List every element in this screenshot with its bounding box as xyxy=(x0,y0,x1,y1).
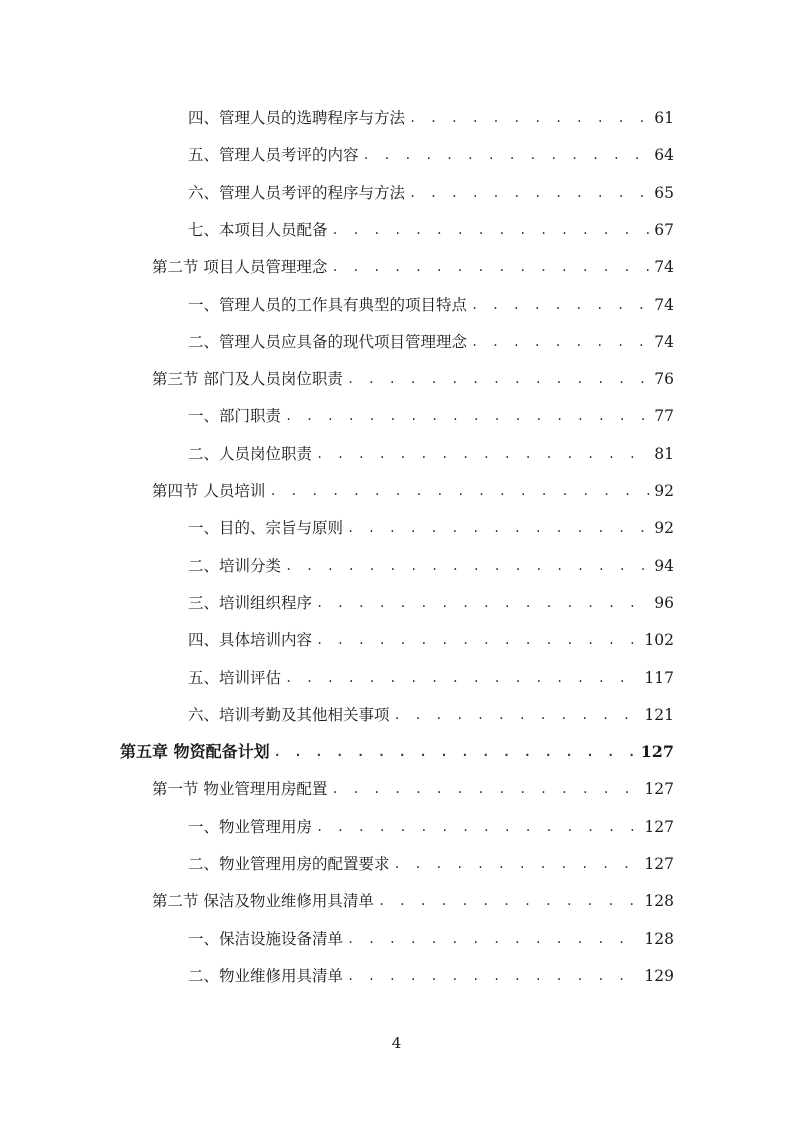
toc-leader-dots xyxy=(347,518,650,538)
toc-leader-dots xyxy=(347,929,640,949)
toc-entry-label: 二、培训分类 xyxy=(188,556,282,575)
toc-entry-label: 四、管理人员的选聘程序与方法 xyxy=(188,109,406,127)
toc-entry[interactable] xyxy=(188,289,674,315)
toc-entry-label: 七、本项目人员配备 xyxy=(188,220,328,239)
toc-entry-label: 二、物业管理用房的配置要求 xyxy=(188,855,390,873)
toc-leader-dots xyxy=(285,556,650,576)
toc-entry[interactable] xyxy=(188,811,674,837)
toc-entry-page: 127 xyxy=(644,780,674,799)
toc-entry-page: 74 xyxy=(654,258,674,277)
toc-entry-label: 六、培训考勤及其他相关事项 xyxy=(188,705,390,724)
toc-entry-label: 一、保洁设施设备清单 xyxy=(188,929,344,948)
toc-leader-dots xyxy=(409,108,650,128)
toc-leader-dots xyxy=(409,183,650,203)
toc-entry-label: 第二节 保洁及物业维修用具清单 xyxy=(152,892,374,911)
toc-entry-page: 61 xyxy=(654,109,674,127)
toc-entry-page: 127 xyxy=(644,817,674,836)
toc-entry-page: 128 xyxy=(644,929,674,948)
toc-entry-page: 102 xyxy=(644,631,674,650)
toc-entry[interactable] xyxy=(188,326,674,352)
toc-entry-label: 五、培训评估 xyxy=(188,668,282,687)
toc-entry-page: 74 xyxy=(654,295,674,314)
toc-entry-page: 81 xyxy=(654,444,674,463)
toc-leader-dots xyxy=(332,220,651,240)
toc-entry[interactable] xyxy=(188,624,674,650)
toc-entry[interactable] xyxy=(188,587,674,613)
toc-entry[interactable] xyxy=(188,400,674,426)
toc-leader-dots xyxy=(285,406,650,426)
toc-entry[interactable] xyxy=(152,363,674,389)
toc-entry[interactable] xyxy=(188,214,674,240)
toc-entry-page: 65 xyxy=(654,183,674,202)
toc-entry-page: 67 xyxy=(654,220,674,239)
toc-entry[interactable] xyxy=(152,773,674,799)
toc-entry-label: 第三节 部门及人员岗位职责 xyxy=(152,370,343,389)
toc-leader-dots xyxy=(316,593,650,613)
toc-leader-dots xyxy=(347,966,640,986)
toc-leader-dots xyxy=(471,332,650,352)
toc-entry-page: 76 xyxy=(654,370,674,389)
toc-entry-label: 一、目的、宗旨与原则 xyxy=(188,519,344,538)
toc-entry-page: 121 xyxy=(644,705,674,724)
toc-entry[interactable] xyxy=(188,662,674,688)
toc-leader-dots xyxy=(274,742,637,762)
toc-entry-page: 64 xyxy=(654,146,674,165)
toc-leader-dots xyxy=(471,295,650,315)
toc-entry-label: 二、人员岗位职责 xyxy=(188,444,313,463)
toc-entry-label: 第五章 物资配备计划 xyxy=(120,742,270,762)
toc-entry[interactable] xyxy=(152,475,674,501)
toc-entry-page: 92 xyxy=(654,519,674,538)
toc-entry[interactable] xyxy=(188,177,674,203)
page-number: 4 xyxy=(391,1034,402,1052)
toc-entry-label: 四、具体培训内容 xyxy=(188,631,313,650)
toc-leader-dots xyxy=(394,705,641,725)
toc-entry[interactable] xyxy=(188,102,674,128)
toc-entry-page: 74 xyxy=(654,332,674,351)
toc-entry-label: 一、部门职责 xyxy=(188,407,282,426)
toc-entry-label: 一、物业管理用房 xyxy=(188,817,313,836)
toc-leader-dots xyxy=(331,257,650,277)
toc-entry-page: 117 xyxy=(644,668,674,687)
toc-entry[interactable] xyxy=(188,550,674,576)
toc-entry[interactable] xyxy=(188,699,674,725)
toc-leader-dots xyxy=(394,854,641,874)
toc-entry-page: 77 xyxy=(654,407,674,426)
toc-entry-page: 127 xyxy=(644,855,674,873)
toc-entry-page: 94 xyxy=(654,556,674,575)
toc-entry-label: 三、培训组织程序 xyxy=(188,593,313,612)
toc-entry[interactable] xyxy=(188,438,674,464)
toc-entry-label: 二、管理人员应具备的现代项目管理理念 xyxy=(188,332,468,351)
toc-entry-label: 一、管理人员的工作具有典型的项目特点 xyxy=(188,295,468,314)
toc-entry-page: 128 xyxy=(644,892,674,911)
toc-entry-label: 第一节 物业管理用房配置 xyxy=(152,780,328,799)
toc-entry[interactable] xyxy=(152,251,674,277)
toc-entry[interactable] xyxy=(188,848,674,874)
toc-leader-dots xyxy=(285,668,640,688)
toc-entry-label: 第四节 人员培训 xyxy=(152,482,266,500)
toc-entry-page: 96 xyxy=(654,593,674,612)
toc-entry-label: 五、管理人员考评的内容 xyxy=(188,146,359,165)
toc-entry-page: 127 xyxy=(640,742,674,762)
toc-entry[interactable] xyxy=(120,736,674,762)
toc-entry[interactable] xyxy=(188,960,674,986)
toc-entry[interactable] xyxy=(188,923,674,949)
toc-entry[interactable] xyxy=(188,139,674,165)
toc-leader-dots xyxy=(347,369,650,389)
toc-leader-dots xyxy=(378,891,640,911)
toc-entry[interactable] xyxy=(152,885,674,911)
toc-leader-dots xyxy=(269,481,650,501)
toc-leader-dots xyxy=(316,817,640,837)
toc-entry-label: 二、物业维修用具清单 xyxy=(188,966,344,985)
toc-leader-dots xyxy=(331,779,640,799)
toc-entry-label: 第二节 项目人员管理理念 xyxy=(152,258,328,277)
toc-entry-page: 92 xyxy=(654,482,674,500)
toc-leader-dots xyxy=(316,630,640,650)
toc-entry[interactable] xyxy=(188,512,674,538)
toc-entry-page: 129 xyxy=(644,966,674,985)
toc-leader-dots xyxy=(363,145,651,165)
toc-leader-dots xyxy=(316,444,650,464)
toc-entry-label: 六、管理人员考评的程序与方法 xyxy=(188,183,406,202)
